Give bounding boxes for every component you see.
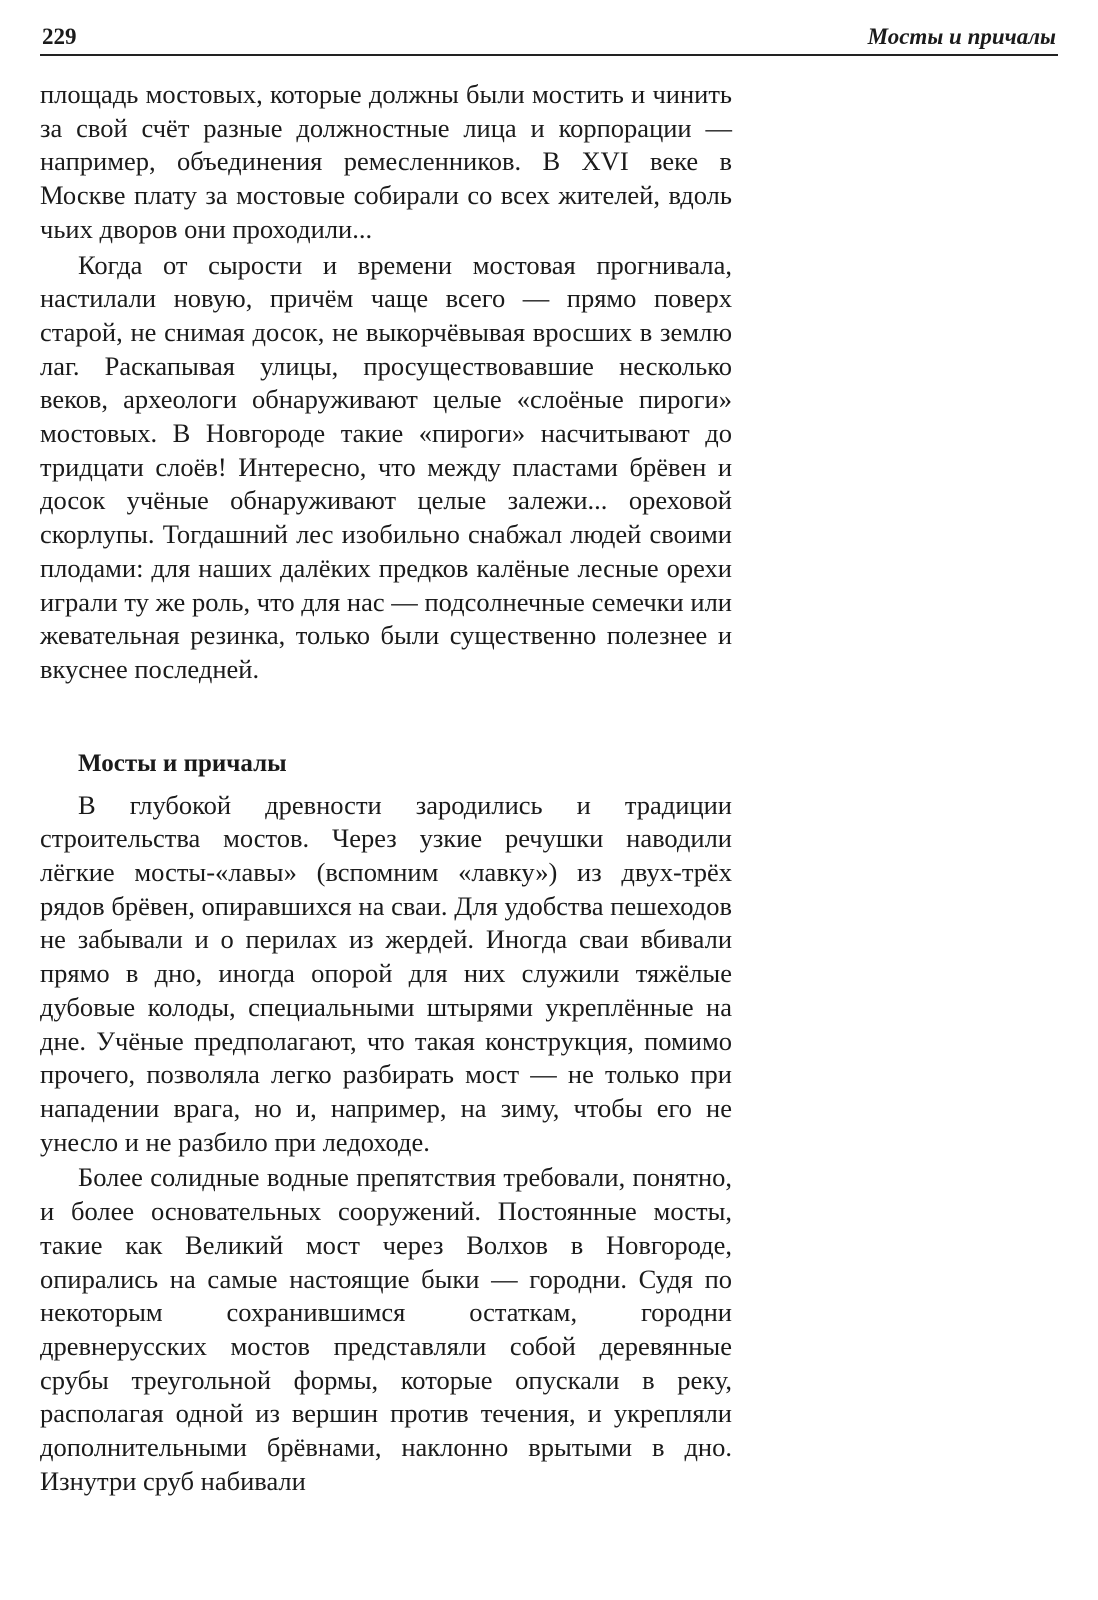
section-heading: Мосты и причалы (78, 749, 287, 777)
running-head (40, 24, 1058, 56)
paragraph: В глубокой древности зародились и традиции строительства мостов. Через узкие речушки наводили лёгкие мосты-«лавы» (вспомним «лавку») из двух-трёх рядов брёвен, опиравшихся на сваи. Для удобства пешеходов не забывали и о перилах из жердей. Иногда сваи вбивали прямо в дно, иногда опорой для них служили тяжёлые дубовые колоды, специальными штырями укреплённые на дне. Учёные предполагают, что такая конструкция, помимо прочего, позволяла легко разбирать мост — не только при нападении врага, но и, например, на зиму, чтобы его не унесло и не разбило при ледоходе. (40, 789, 732, 1157)
body-text (40, 78, 732, 1498)
page-number: 229 (42, 24, 77, 49)
paragraph: Когда от сырости и времени мостовая прогнивала, настилали новую, причём чаще всего — прямо поверх старой, не снимая досок, не выкорчёвывая вросших в землю лаг. Раскапывая улицы, просуществовавшие несколько веков, археологи обнаруживают целые «слоёные пироги» мостовых. В Новгороде такие «пироги» насчитывают до тридцати слоёв! Интересно, что между пластами брёвен и досок учёные обнаруживают целые залежи... ореховой скорлупы. Тогдашний лес изобильно снабжал людей своими плодами: для наших далёких предков калёные лесные орехи играли ту же роль, что для нас — подсолнечные семечки или жевательная резинка, только были существенно полезнее и вкуснее последней. (40, 249, 732, 684)
paragraph: Более солидные водные препятствия требовали, понятно, и более основательных сооружений. Постоянные мосты, такие как Великий мост через Волхов в Новгороде, опирались на самые настоящие быки — городни. Судя по некоторым сохранившимся остаткам, городни древнерусских мостов представляли собой деревянные срубы треугольной формы, которые опускали в реку, располагая одной из вершин против течения, и укрепляли дополнительными брёвнами, наклонно врытыми в дно. Изнутри сруб набивали (40, 1162, 732, 1496)
paragraph-continued: площадь мостовых, которые должны были мостить и чинить за свой счёт разные должностные лица и корпорации — например, объединения ремесленников. В XVI веке в Москве плату за мостовые собирали со всех жителей, вдоль чьих дворов они проходили... (40, 79, 732, 244)
running-title: Мосты и причалы (867, 24, 1056, 49)
